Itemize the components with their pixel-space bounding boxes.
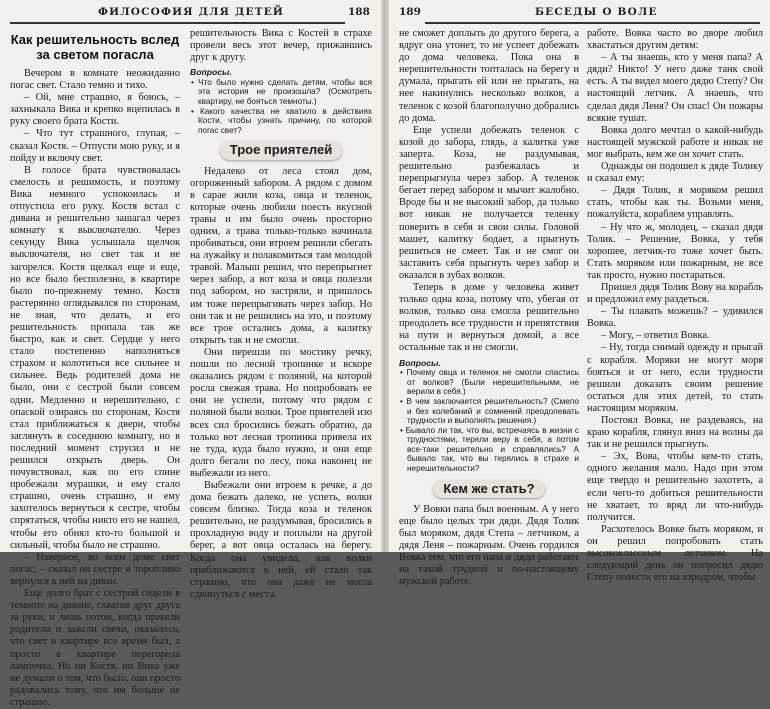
paragraph: Недалеко от леса стоял дом, огороженный забором. А рядом с домом в сарае жили коза, овца и теленок, которые очень любили поесть вкусной травы и им было очень просторно одним, а трава только-только начинала пробиваться, они втроем решили сбегать на лужайку и полакомиться там молодой травой. Малыш решил, что перепрыгнет через забор, а вот коза и овца полезли под забором, но застряли, и пришлось им тоже перепрыгивать через забор. Но они так и не решились на это, и поэтому все трое остались дома, а калитку открыть так и не смогли. <box>190 165 372 346</box>
story-heading: Кем же стать? <box>433 480 544 498</box>
story-heading: Трое приятелей <box>220 141 342 159</box>
left-column-1 <box>10 28 180 709</box>
paragraph: – Эх, Вова, чтобы кем-то стать, одного желания мало. Надо при этом еще твердо и решительно захотеть, а если чего-то добиться решительности не хватает, то вряд ли что-нибудь получится. <box>587 451 763 523</box>
left-column-2 <box>190 28 372 601</box>
running-head: БЕСЕДЫ О ВОЛЕ <box>425 6 760 22</box>
paragraph: не сможет доплыть до другого берега, а вдруг она утонет, то не успеет добежать до дома человека. Пока она в нерешительности топталась на берегу и думала, прыгать ей или не прыгать, на нее накинулись несколько волков, а теленок с козой благополучно добрались до дома. <box>399 28 579 124</box>
right-column-1 <box>399 28 579 588</box>
paragraph: – Наверное, во всем доме свет погас, – сказал он сестре и торопливо вернулся к ней на диван. <box>10 551 180 587</box>
header-rule <box>425 22 760 24</box>
paragraph: Теперь в доме у человека живет только одна коза, потому что, убегая от волков, только она смогла решительно преодолеть все трудности и препятствия на пути и вернуться домой, а все остальные так и не смогли. <box>399 281 579 354</box>
paragraph: У Вовки папа был военным. А у него еще было целых три дяди. Дядя Толик был моряком, дядя Степа – летчиком, а дядя Леня – пожарным. Очень гордился Вовка тем, что его папа и дяди работают на такой трудной и по-настоящему мужской работе. <box>399 503 579 588</box>
paragraph: – Ну, тогда снимай одежду и прыгай с корабля. Моряки не могут моря бояться и от него, если трудности решили доказать своим решение остаться для этих детей, то стать настоящим моряком. <box>587 342 763 414</box>
question-item: • Какого качества не хватило в действиях Кости, чтобы узнать причину, по которой погас свет? <box>190 107 372 136</box>
story-heading: Как решительность вслед за светом погасла <box>10 32 180 62</box>
paragraph: работе. Вовка часто во дворе любил хвастаться другим детям: <box>587 28 763 52</box>
question-item: • Почему овца и теленок не смогли спастись от волков? (Были нерешительными, не верили в себя.) <box>399 368 579 397</box>
paragraph: – Что тут страшного, глупая, – сказал Костя. – Отпусти мою руку, и я пойду и включу свет. <box>10 128 180 164</box>
running-head: ФИЛОСОФИЯ ДЛЯ ДЕТЕЙ <box>10 6 345 22</box>
paragraph: Постоял Вовка, не раздеваясь, на краю корабля, глянул вниз на волны да так и не решился прыгнуть. <box>587 415 763 451</box>
paragraph: Они перешли по мостику речку, пошли по лесной тропинке и вскоре оказались рядом с поляной, на которой росла свежая трава. Но попробовать ее они не успели, потому что рядом с поляной были волки. Трое приятелей изо всех сил бросились бежать обратно, да только вот лесная тропинка привела их не туда, куда было нужно, и они еще долго бегали по лесу, пока наконец не выбежали из него. <box>190 346 372 479</box>
paragraph: Еще долго брат с сестрой сидели в темноте на диване, схватив друг друга за руки, и лишь потом, когда пришли родители и зажгли свечи, оказалось, что свет в квартире все время был, а просто в квартире перегорела лампочка. Но ни Костя, ни Вика уже не думали о том, что было, они просто радовались тому, что им больше не страшно. <box>10 588 180 708</box>
right-column-2 <box>587 28 763 584</box>
paragraph: В голосе брата чувствовалась смелость и решимость, и поэтому Вика немного успокоилась и отпустила его руку. Костя встал с дивана и решительно зашагал через комнату к выключателю. Через секунду Вика услышала щелчок выключателя, но свет так и не загорелся. Костя щелкал еще и еще, но все было бесполезно, в квартире было по-прежнему темно. Костя растерянно оглядывался по сторонам, не зная, что делать, и его решительность пропала так же быстро, как и свет. Сердце у него стало постепенно наполняться страхом и колотиться все сильнее и сильнее. Ведь родителей дома не было, они с сестрой были совсем одни. Медленно и нерешительно, с опаской озираясь по сторонам, Костя стал приближаться к двери, чтобы заглянуть в соседнюю комнату, но в последний момент струсил и не решился открыть дверь. Он почувствовал, как по его спине пробежали мурашки, и ему стало страшно, очень страшно, и ему захотелось вернуться к сестре, чтобы спрятаться, чтобы никто его не нашел, чтобы его обнял кто-то большой и сильный, чтобы было не страшно. <box>10 164 180 551</box>
paragraph: Пришел дядя Толик Вову на корабль и предложил ему раздеться. <box>587 281 763 306</box>
page-number: 188 <box>348 6 370 18</box>
paragraph: – Ну что ж, молодец, – сказал дядя Толик. – Решение, Вовка, у тебя хорошее, летчик-то тоже хочет быть. Стать моряком или пожарным, не все так просто, нужно постараться. <box>587 221 763 281</box>
paragraph: Вовка долго мечтал о какой-нибудь настоящей мужской работе и никак не мог выбрать, кем же он хочет стать. <box>587 124 763 160</box>
question-item: • Что было нужно сделать детям, чтобы вся эта история не произошла? (Осмотреть квартиру, не бояться темноты.) <box>190 78 372 107</box>
questions-box <box>190 68 372 135</box>
paragraph: – Ты плавать можешь? – удивился Вовка. <box>587 306 763 330</box>
paragraph: – Ой, мне страшно, я боюсь, – захныкала Вика и крепко вцепилась в руку своего брата Кости. <box>10 92 180 128</box>
question-item: • Бывало ли так, что вы, встречаясь в жизни с трудностями, теряли веру в себя, а потом все-таки решительно и справлялись? А бывало так, что вы терялись в страхе и нерешительности? <box>399 426 579 474</box>
paragraph: Расхотелось Вовке быть моряком, и он решил попробовать стать высококлассным летчиком. На следующий день он попросил дядю Степу повести его на аэродром, чтобы <box>587 523 763 584</box>
page-number: 189 <box>399 6 421 18</box>
questions-title: Вопросы. <box>399 357 441 368</box>
right-page <box>389 0 770 588</box>
paragraph: Однажды он подошел к дяде Толику и сказал ему: <box>587 161 763 185</box>
paragraph: – Могу, – ответил Вовка. <box>601 330 710 342</box>
book-gutter <box>381 0 389 552</box>
paragraph: – Дядя Толик, я моряком решил стать, чтобы как ты. Возьми меня, пожалуйста, кораблем управлять. <box>587 185 763 221</box>
paragraph: Вечером в комнате неожиданно погас свет. Стало темно и тихо. <box>10 68 180 92</box>
paragraph: решительность Вика с Костей в страхе провели весь этот вечер, прижавшись друг к другу. <box>190 28 372 64</box>
header-rule <box>10 22 345 24</box>
paragraph: – А ты знаешь, кто у меня папа? А дяди? Никто! У него даже танк свой есть. А ты видел моего дядю Степу? Он настоящий летчик. А знаешь, что сделал дядя Леня? Он спас! Он пожары всякие тушат. <box>587 52 763 124</box>
questions-box <box>399 359 579 474</box>
paragraph: Выбежали они втроем к речке, а до дома бежать далеко, не успеть, волки совсем близко. Тогда коза и теленок решительно, не раздумывая, бросились в прохладную воду и поплыли на другой берег, а вот овца осталась на берегу. Когда она увидела, как волки приближаются к ней, ей стало так страшно, что она даже не могла сдвинуться с места. <box>190 479 372 600</box>
left-page <box>0 0 381 708</box>
questions-title: Вопросы. <box>190 67 232 78</box>
question-item: • В чем заключается решительность? (Смело и без колебаний и сомнений преодолевать трудности и выполнять решения.) <box>399 397 579 426</box>
paragraph: Еще успели добежать теленок с козой до забора, глядь, а калитка уже заперта. Коза, не раздумывая, решительно разбежалась и перепрыгнула через забор. А теленок бегает перед забором и мычит жалобно. Вроде бы и не высокий забор, да только вот никак не получается теленку поверить в себя и свои силы. Головой машет, калитку бодает, а прыгнуть решиться не смеет. Так и не смог он заставить себя прыгнуть через забор и оказался в зубах волков. <box>399 124 579 281</box>
